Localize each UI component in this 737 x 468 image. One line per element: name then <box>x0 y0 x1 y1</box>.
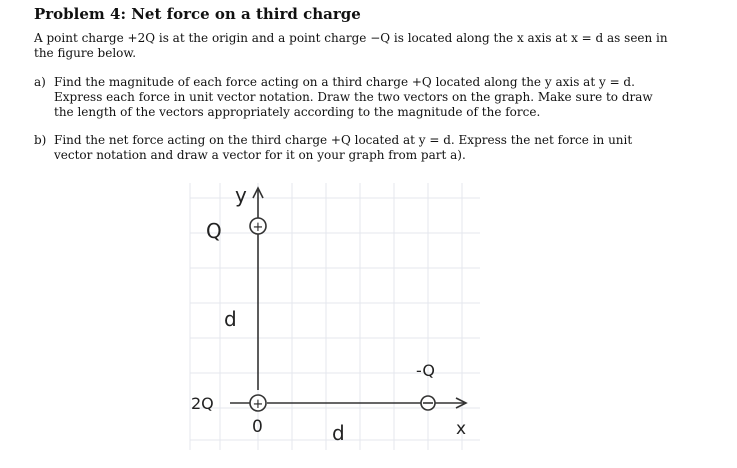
third-charge-label: Q <box>206 219 222 243</box>
problem-title: Problem 4: Net force on a third charge <box>34 5 361 23</box>
y-axis-label: y <box>235 183 247 207</box>
part-a-text: Find the magnitude of each force acting on a third charge +Q located along the y axis at y = d. Express each force in unit vector notation. Draw the two vectors on the graph. Make sure to draw the length of the vectors appropriately according to the magnitude of the force. <box>54 75 653 119</box>
vertical-distance-label: d <box>224 307 237 331</box>
negative-charge <box>421 396 435 410</box>
diagram-svg <box>180 178 500 458</box>
x-axis-label: x <box>456 419 467 439</box>
origin-charge-label: 2Q <box>191 394 214 413</box>
x-axis <box>267 398 466 408</box>
negative-charge-label: -Q <box>416 361 435 380</box>
part-a-label: a) <box>34 75 46 89</box>
part-a <box>34 75 674 120</box>
plus-sign-icon: + <box>252 220 264 235</box>
origin-charge-positive <box>230 395 266 412</box>
origin-label: 0 <box>252 417 263 437</box>
part-b <box>34 133 674 163</box>
charge-diagram <box>180 178 500 458</box>
third-charge-positive <box>250 218 266 235</box>
problem-intro: A point charge +2Q is at the origin and a point charge −Q is located along the x axis at x = d as seen in the figure below. <box>34 31 668 60</box>
plus-sign-icon: + <box>252 397 264 412</box>
horizontal-distance-label: d <box>332 421 345 445</box>
part-b-label: b) <box>34 133 47 147</box>
part-b-text: Find the net force acting on the third charge +Q located at y = d. Express the net force in unit vector notation and draw a vector for it on your graph from part a). <box>54 133 633 162</box>
